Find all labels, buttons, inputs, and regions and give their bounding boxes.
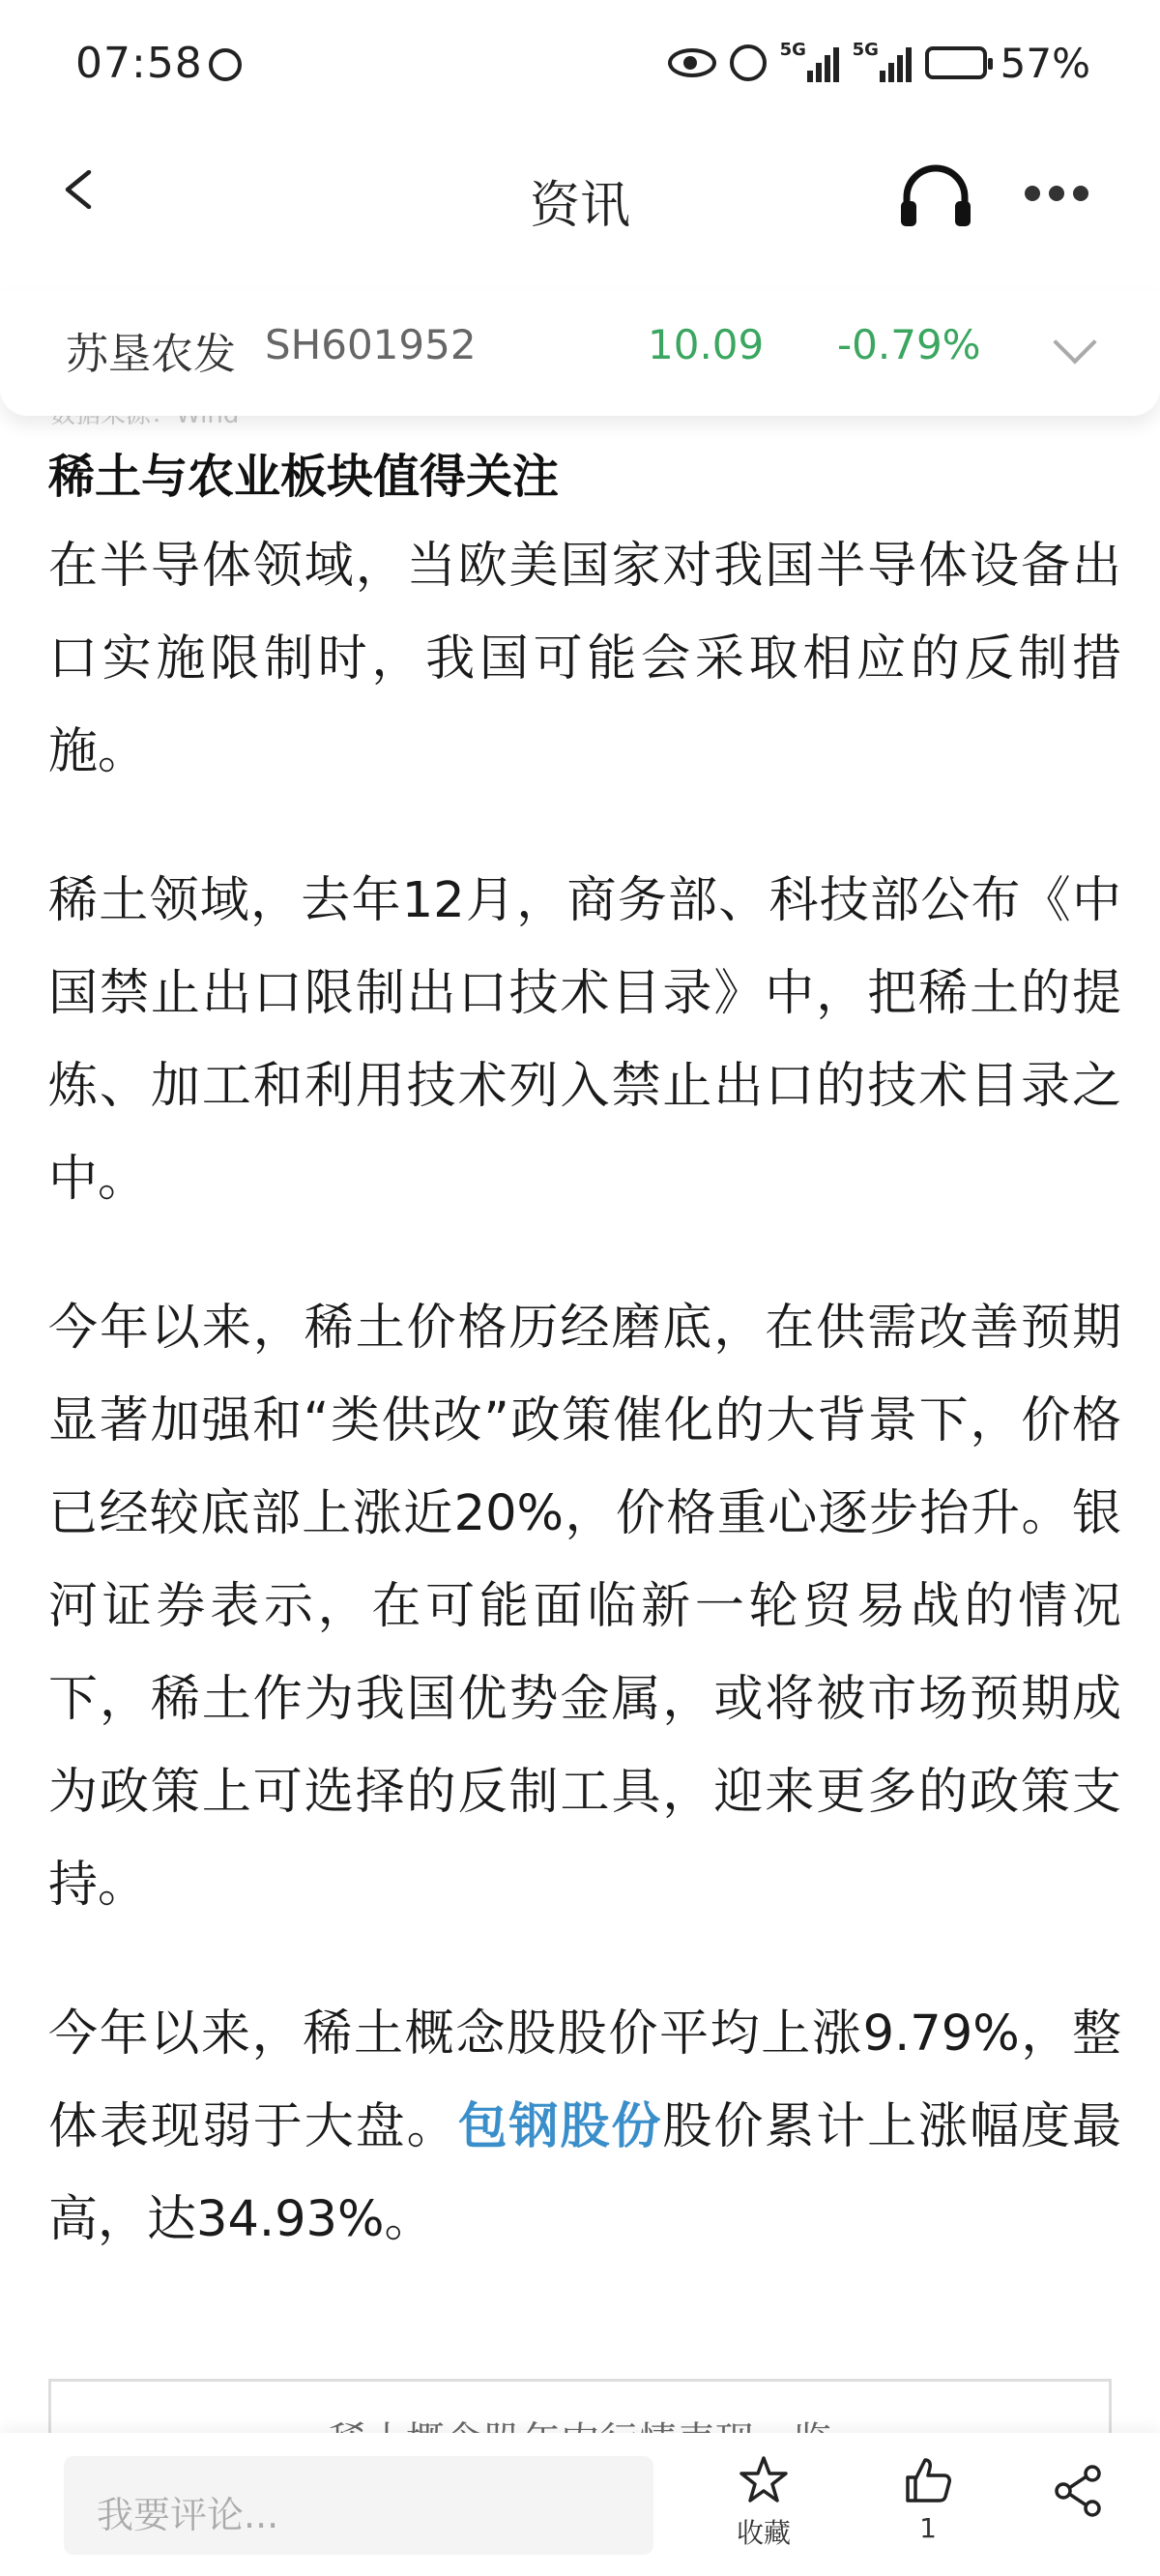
article-body — [48, 433, 1121, 2323]
signal-icon — [779, 40, 839, 82]
status-time: 07:58 — [75, 39, 203, 88]
page-title: 资讯 — [529, 177, 630, 235]
share-icon[interactable] — [1050, 2462, 1108, 2520]
more-dots-icon[interactable] — [1025, 186, 1088, 201]
stock-link-baogang[interactable]: 包钢股份 — [457, 2098, 663, 2155]
comment-input[interactable] — [64, 2456, 653, 2555]
paragraph-4 — [48, 1988, 1121, 2267]
comment-placeholder: 我要评论... — [97, 2494, 279, 2536]
favorite-button[interactable] — [715, 2454, 812, 2561]
eye-comfort-icon — [668, 48, 716, 77]
status-bar — [0, 0, 1160, 145]
favorite-label: 收藏 — [736, 2517, 791, 2549]
thumbs-up-icon — [902, 2454, 954, 2506]
stock-change: -0.79% — [837, 321, 981, 368]
like-count: 1 — [919, 2512, 937, 2544]
alarm-icon — [730, 44, 767, 81]
timer-icon — [209, 48, 242, 81]
battery-percent: 57% — [1000, 39, 1090, 87]
paragraph-4-lead: 今年以来，稀土概念股股价平均上涨9.79%，整体表现弱于大盘。 — [48, 2005, 1121, 2155]
paragraph-3: 今年以来，稀土价格历经磨底，在供需改善预期显著加强和“类供改”政策催化的大背景下，价格已经较底部上涨近20%，价格重心逐步抬升。银河证券表示，在可能面临新一轮贸易战的情况下，稀土作为我国优势金属，或将被市场预期成为政策上可选择的反制工具，迎来更多的政策支持。 — [48, 1300, 1121, 1914]
battery-icon — [925, 46, 987, 79]
network-type-label: 5G — [779, 40, 806, 60]
paragraph-2: 稀土领域，去年12月，商务部、科技部公布《中国禁止出口限制出口技术目录》中，把稀土的提炼、加工和利用技术列入禁止出口的技术目录之中。 — [48, 872, 1121, 1208]
section-heading: 稀土与农业板块值得关注 — [48, 450, 560, 504]
status-icons — [668, 39, 1090, 87]
paragraph-1: 在半导体领域，当欧美国家对我国半导体设备出口实施限制时，我国可能会采取相应的反制措施。 — [48, 538, 1121, 780]
star-icon — [738, 2454, 790, 2506]
stock-name[interactable]: 苏垦农发 — [66, 330, 236, 379]
like-button[interactable] — [880, 2454, 976, 2561]
signal-icon-2 — [852, 40, 912, 82]
stock-code: SH601952 — [265, 321, 477, 368]
paragraph-4-tail: 股价累计上涨幅度最高，达34.93%。 — [48, 2098, 1121, 2248]
headphones-icon[interactable] — [897, 162, 974, 230]
network-type-label-2: 5G — [852, 40, 879, 60]
stock-price: 10.09 — [648, 321, 765, 368]
